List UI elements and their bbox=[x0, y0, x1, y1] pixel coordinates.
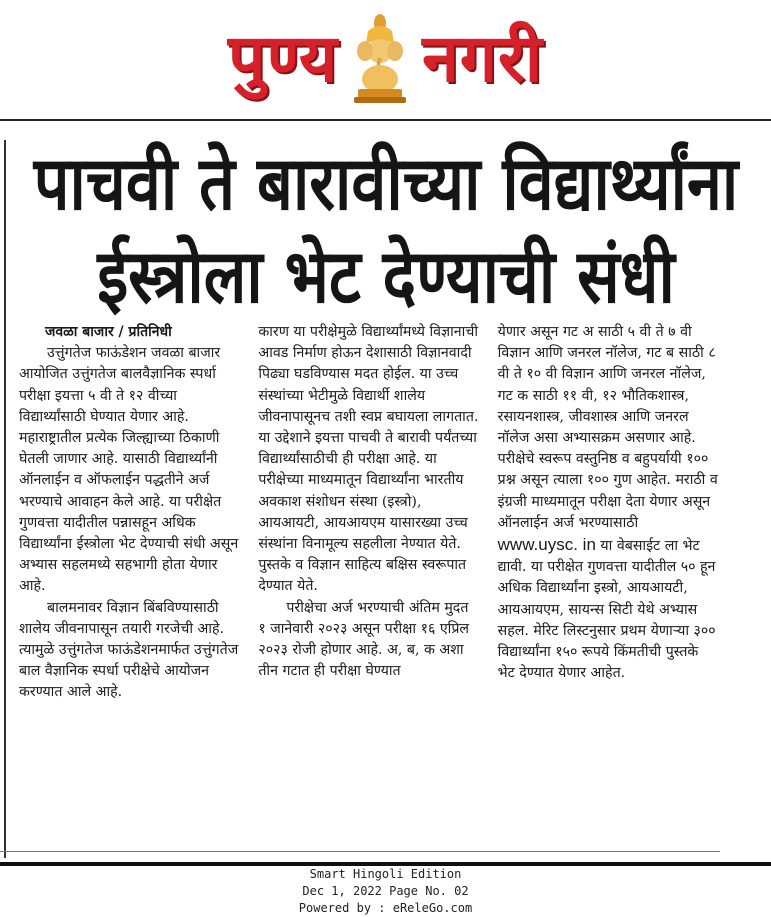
paragraph: परीक्षेचा अर्ज भरण्याची अंतिम मुदत १ जानेवारी २०२३ असून परीक्षा १६ एप्रिल २०२३ रोजी होणार आहे. अ, ब, क अशा तीन गटात ही परीक्षा घेण्यात bbox=[258, 599, 470, 680]
article-bottom-rule bbox=[0, 851, 720, 852]
edition-footer bbox=[0, 866, 771, 917]
website-url: www.uysc. in bbox=[497, 535, 596, 555]
paragraph bbox=[498, 322, 719, 684]
article-headline bbox=[10, 140, 762, 320]
edition-date-page: Dec 1, 2022 Page No. 02 bbox=[302, 884, 469, 898]
left-margin-rule bbox=[4, 140, 6, 858]
paragraph-text: येणार असून गट अ साठी ५ वी ते ७ वी विज्ञान आणि जनरल नॉलेज, गट ब साठी ८ वी ते १० वी विज्ञान आणि जनरल नॉलेज, गट क साठी ११ वी, १२ भौतिकशास्त्र, रसायनशास्त्र, जीवशास्त्र आणि जनरल नॉलेज असा अभ्यासक्रम असणार आहे. परीक्षेचे स्वरूप वस्तुनिष्ठ व बहुपर्यायी १०० प्रश्न असून त्याला १०० गुण आहेत. मराठी व इंग्रजी माध्यमातून परीक्षा देता येणार असून ऑनलाईन अर्ज भरण्यासाठी bbox=[497, 324, 718, 531]
edition-name: Smart Hingoli Edition bbox=[309, 867, 462, 881]
masthead-divider bbox=[0, 119, 771, 121]
paragraph-text: या वेबसाईट ला भेट द्यावी. या परीक्षेत गुणवत्ता यादीतील ५० हून अधिक विद्यार्थ्यांना इस्त्रो, आयआयटी, आयआयएम, सायन्स सिटी येथे अभ्यास सहल. मेरिट लिस्टनुसार प्रथम येणाऱ्या ३०० विद्यार्थ्यांना १५० रूपये किंमतीची पुस्तके भेट देण्यात येणार आहेत. bbox=[497, 538, 716, 682]
paragraph: कारण या परीक्षेमुळे विद्यार्थ्यांमध्ये विज्ञानाची आवड निर्माण होऊन देशासाठी विज्ञानवादी पिढ्या घडविण्यास मदत होईल. या उच्च संस्थांच्या भेटीमुळे विद्यार्थी शालेय जीवनापासूनच तशी स्वप्न बघायला लागतात. या उद्देशाने इयत्ता पाचवी ते बारावी पर्यंतच्या विद्यार्थ्यांसाठीची ही परीक्षा आहे. या परीक्षेच्या माध्यमातून विद्यार्थ्यांना भारतीय अवकाश संशोधन संस्था (इस्त्रो), आयआयटी, आयआयएम यासारख्या उच्च संस्थांना विनामूल्य सहलीला नेण्यात येते. पुस्तके व विज्ञान साहित्य बक्षिस स्वरूपात देण्यात येते. bbox=[258, 324, 479, 595]
masthead-title-right: नगरी bbox=[422, 20, 543, 97]
masthead bbox=[0, 0, 771, 118]
paragraph: उत्तुंगतेज फाऊंडेशन जवळा बाजार आयोजित उत्तुंगतेज बालवैज्ञानिक स्पर्धा परीक्षा इयत्ता ५ वी ते १२ वीच्या विद्यार्थ्यांसाठी घेण्यात येणार आहे. महाराष्ट्रातील प्रत्येक जिल्ह्याच्या ठिकाणी घेतली जाणार आहे. यासाठी विद्यार्थ्यांनी ऑनलाईन व ऑफलाईन पद्धतीने अर्ज भरण्याचे आवाहन केले आहे. या परीक्षेत गुणवत्ता यादीतील पन्नासहून अधिक विद्यार्थ्यांना ईस्त्रोला भेट देण्याची संधी असून अभ्यास सहलमध्ये सहभागी होता येणार आहे. bbox=[19, 345, 239, 595]
article-body bbox=[19, 322, 719, 834]
dateline: जवळा बाजार / प्रतिनिधी bbox=[45, 324, 172, 340]
paragraph: बालमनावर विज्ञान बिंबविण्यासाठी शालेय जीवनापासून तयारी गरजेची आहे. त्यामुळे उत्तुंगतेज फाऊंडेशनमार्फत उत्तुंगतेज बाल वैज्ञानिक स्पर्धा परीक्षेचे आयोजन करण्यात आले आहे. bbox=[19, 599, 239, 701]
article-column-2 bbox=[258, 322, 479, 834]
article-column-3 bbox=[498, 322, 719, 834]
ganesha-idol-icon bbox=[348, 13, 412, 105]
powered-by: Powered by : eReleGo.com bbox=[298, 901, 473, 915]
headline-line-1: पाचवी ते बारावीच्या विद्यार्थ्यांना bbox=[33, 140, 739, 227]
article-column-1 bbox=[19, 322, 240, 834]
headline-line-2: ईस्त्रोला भेट देण्याची संधी bbox=[97, 233, 675, 320]
masthead-title-left: पुण्य bbox=[227, 20, 339, 97]
